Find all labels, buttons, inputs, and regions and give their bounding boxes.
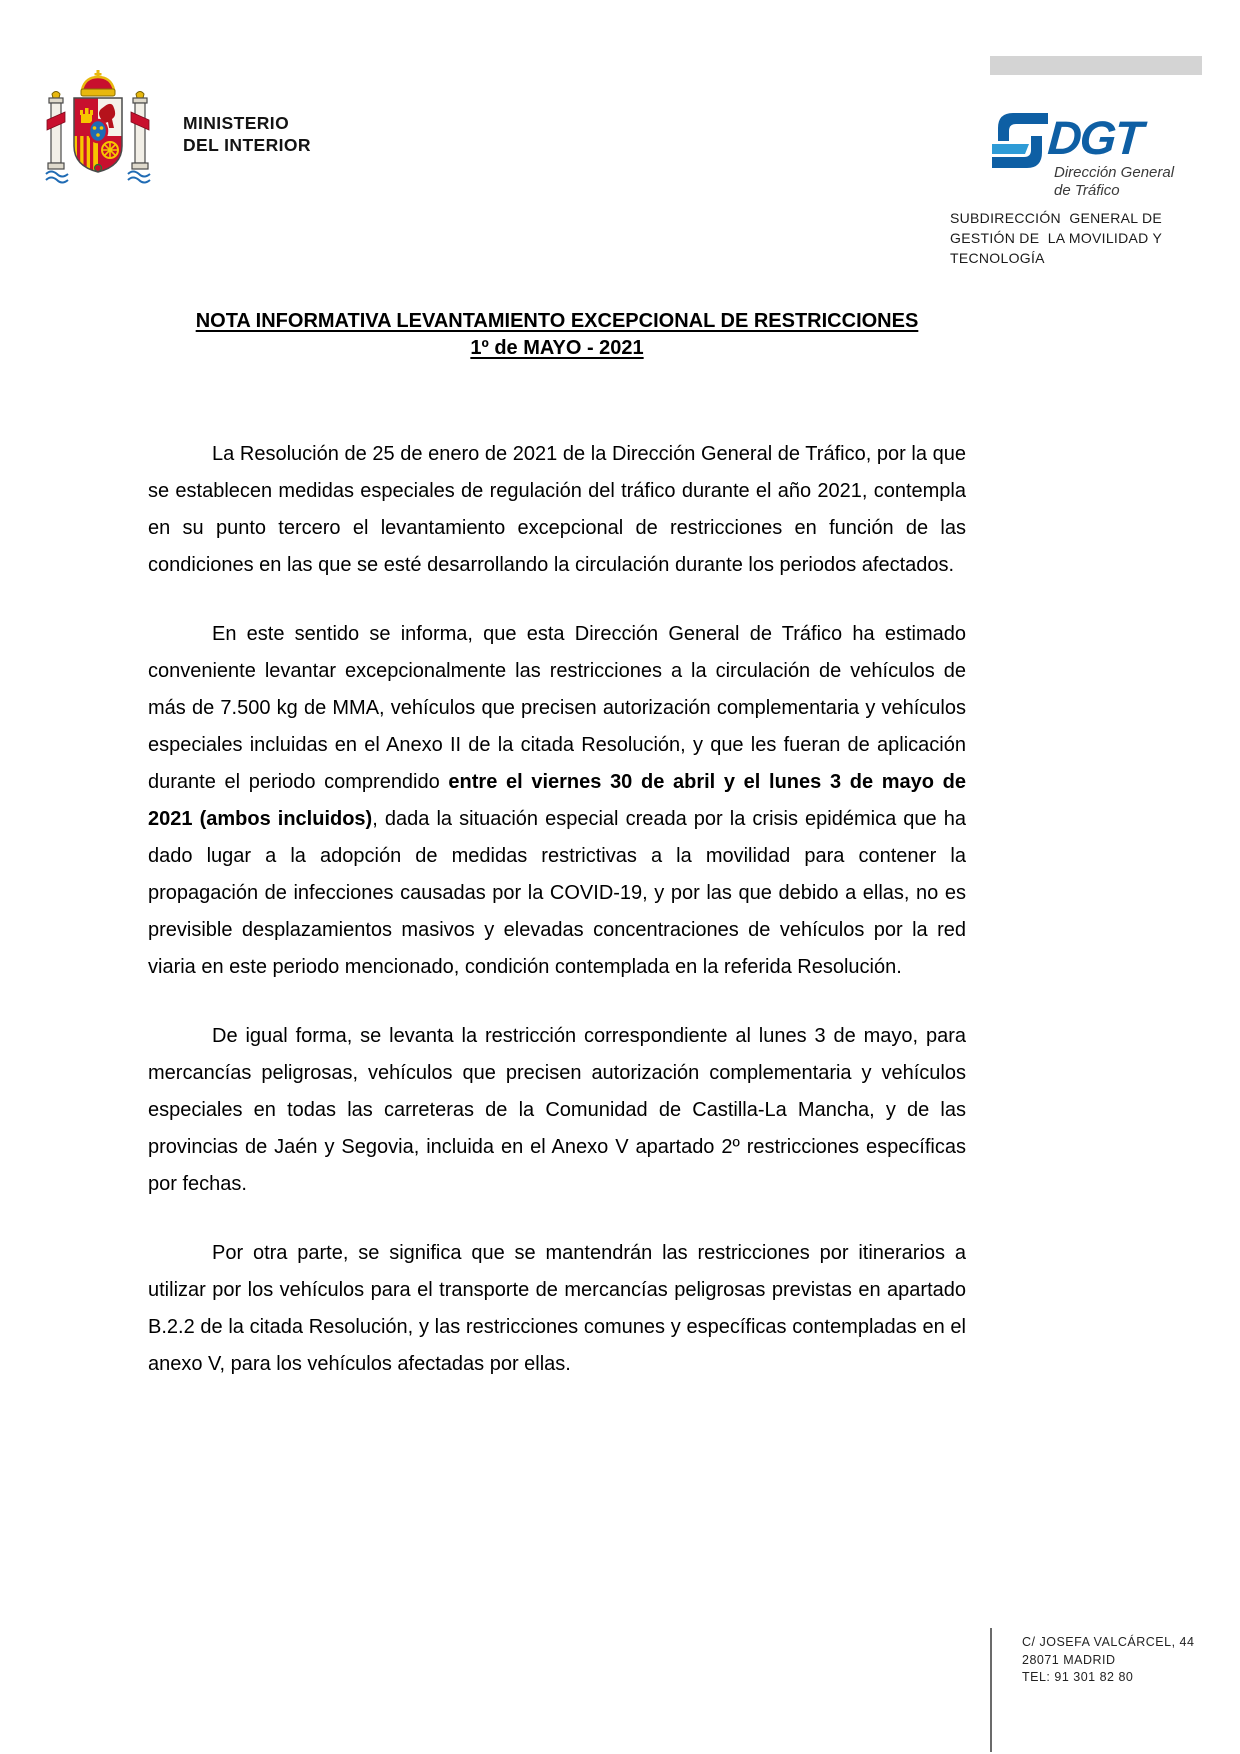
document-title-line2: 1º de MAYO - 2021 <box>470 337 644 359</box>
dgt-acronym: DGT <box>1046 111 1144 164</box>
subdireccion-line2: GESTIÓN DE LA MOVILIDAD Y <box>950 230 1163 246</box>
subdireccion-line1: SUBDIRECCIÓN GENERAL DE <box>950 210 1163 226</box>
footer-address-city: 28071 MADRID <box>1022 1652 1116 1667</box>
footer-address-street: C/ JOSEFA VALCÁRCEL, 44 <box>1022 1635 1195 1649</box>
ministry-name-line2: DEL INTERIOR <box>183 135 311 155</box>
dgt-road-symbol-icon <box>992 108 1048 172</box>
paragraph-2 <box>148 616 966 986</box>
header-separator-bar <box>990 56 1202 75</box>
subdireccion-block <box>950 208 1162 268</box>
ministry-name <box>183 112 311 156</box>
document-title-line1: NOTA INFORMATIVA LEVANTAMIENTO EXCEPCIONAL DE RESTRICCIONES <box>195 310 919 332</box>
dgt-tagline <box>1054 164 1174 200</box>
ministry-name-line1: MINISTERIO <box>183 113 290 133</box>
paragraph-2-text-pre: En este sentido se informa, que esta Dirección General de Tráfico ha estimado conveniente levantar excepcionalmente las restricciones a la circulación de vehículos de más de 7.500 kg de MMA, vehículos que precisen autorización complementaria y vehículos especiales incluidas en el Anexo II de la citada Resolución, y que les fueran de aplicación durante el periodo comprendido <box>148 623 966 793</box>
paragraph-4: Por otra parte, se significa que se mantendrán las restricciones por itinerarios a utilizar por los vehículos para el transporte de mercancías peligrosas previstas en apartado B.2.2 de la citada Resolución, y las restricciones comunes y específicas contempladas en el anexo V, para los vehículos afectadas por ellas. <box>148 1242 966 1375</box>
paragraph-1: La Resolución de 25 de enero de 2021 de la Dirección General de Tráfico, por la que se establecen medidas especiales de regulación del tráfico durante el año 2021, contempla en su punto tercero el levantamiento excepcional de restricciones en función de las condiciones en las que se esté desarrollando la circulación durante los periodos afectados. <box>148 443 966 576</box>
dgt-logo <box>992 104 1212 204</box>
paragraph-3: De igual forma, se levanta la restricción correspondiente al lunes 3 de mayo, para mercancías peligrosas, vehículos que precisen autorización complementaria y vehículos especiales en todas las carreteras de la Comunidad de Castilla-La Mancha, y de las provincias de Jaén y Segovia, incluida en el Anexo V apartado 2º restricciones específicas por fechas. <box>148 1025 966 1195</box>
paragraph-2-bold-dates: entre el viernes 30 de abril y el lunes 3 de mayo de 2021 (ambos incluidos) <box>148 771 966 830</box>
footer-address <box>1022 1634 1194 1687</box>
paragraph-2-text-post: , dada la situación especial creada por la crisis epidémica que ha dado lugar a la adopción de medidas restrictivas a la movilidad para contener la propagación de infecciones causadas por la COVID-19, y por las que debido a ellas, no es previsible desplazamientos masivos y elevadas concentraciones de vehículos por la red viaria en este periodo mencionado, condición contemplada en la referida Resolución. <box>148 808 967 978</box>
document-title <box>148 308 966 362</box>
footer-address-phone: TEL: 91 301 82 80 <box>1022 1670 1134 1684</box>
dgt-tagline-line1: Dirección General <box>1054 164 1175 181</box>
subdireccion-line3: TECNOLOGÍA <box>950 250 1045 266</box>
spain-coat-of-arms-icon <box>44 70 152 196</box>
document-body <box>148 436 966 1415</box>
footer-divider <box>990 1628 992 1752</box>
dgt-tagline-line2: de Tráfico <box>1054 182 1120 199</box>
